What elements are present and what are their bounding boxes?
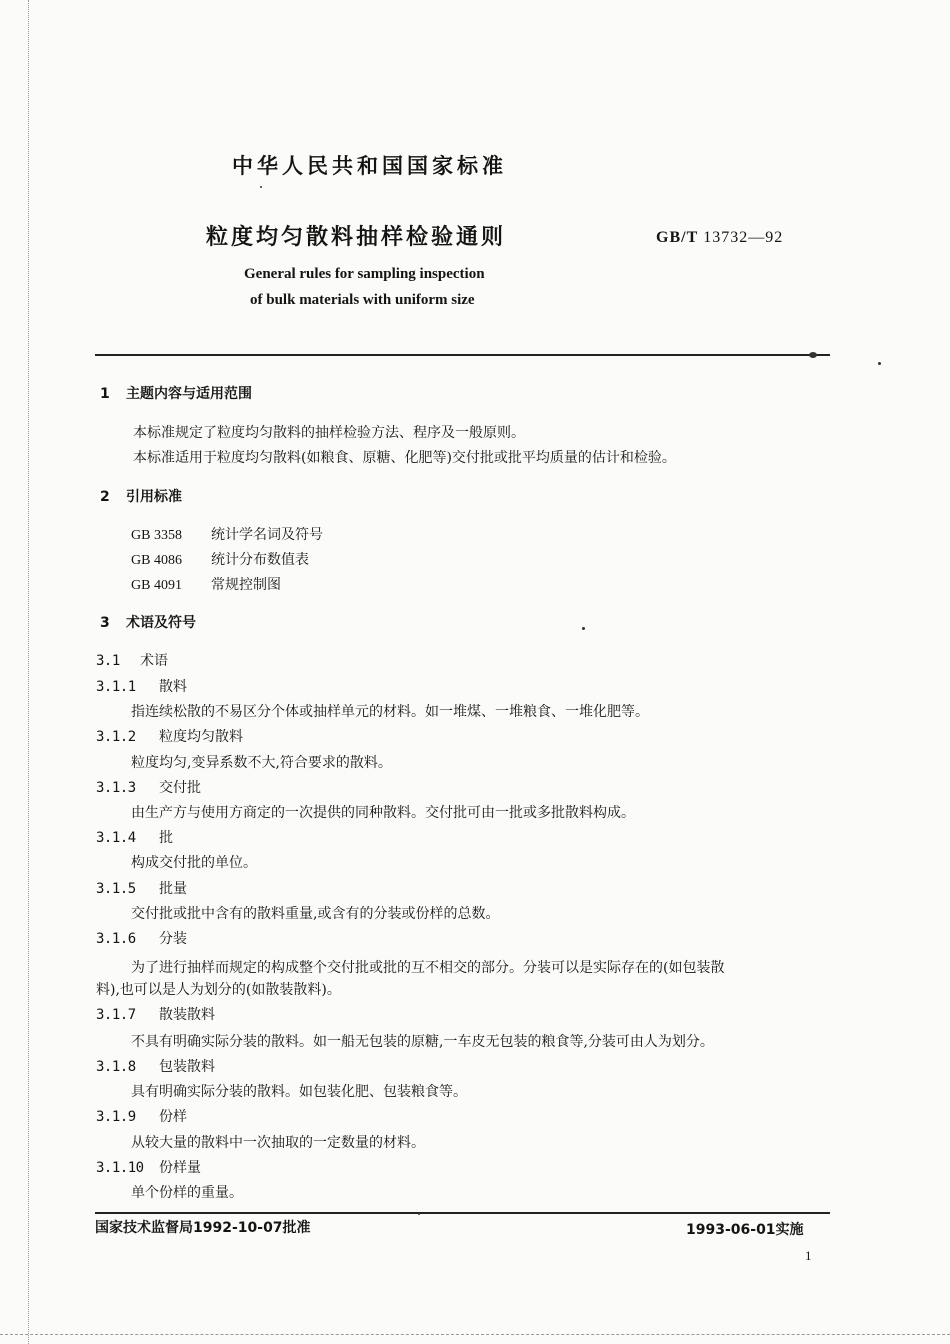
term-definition: 不具有明确实际分装的散料。如一船无包装的原糖,一车皮无包装的粮食等,分装可由人为划分。 (131, 1034, 714, 1050)
term-number: 3.1.5 (96, 881, 136, 897)
reference-code: GB 3358 (131, 528, 182, 543)
section-number: 2 (100, 489, 110, 505)
scan-speck (260, 186, 262, 188)
scan-edge-bottom (0, 1334, 950, 1335)
scan-speck (418, 1213, 420, 1215)
header-rule (95, 354, 830, 356)
term-definition: 指连续松散的不易区分个体或抽样单元的材料。如一堆煤、一堆粮食、一堆化肥等。 (131, 704, 649, 720)
standard-prefix: GB/T (656, 229, 699, 246)
term-heading (96, 1157, 201, 1177)
term-definition: 为了进行抽样而规定的构成整个交付批或批的互不相交的部分。分装可以是实际存在的(如包装散 (131, 960, 725, 976)
page-number: 1 (805, 1248, 812, 1263)
document-title-en-line2: of bulk materials with uniform size (250, 292, 475, 308)
section-number: 1 (100, 386, 110, 402)
term-name: 份样量 (159, 1160, 201, 1176)
term-definition: 构成交付批的单位。 (131, 855, 257, 871)
reference-code: GB 4091 (131, 578, 182, 593)
term-name: 包装散料 (159, 1059, 215, 1075)
standard-organization: 中华人民共和国国家标准 (232, 154, 507, 178)
reference-item (131, 524, 323, 544)
reference-code: GB 4086 (131, 553, 182, 568)
approval-date: 国家技术监督局1992-10-07批准 (95, 1220, 311, 1236)
term-definition: 从较大量的散料中一次抽取的一定数量的材料。 (131, 1135, 425, 1151)
term-number: 3.1.9 (96, 1109, 136, 1125)
term-name: 粒度均匀散料 (159, 729, 243, 745)
term-name: 交付批 (159, 780, 201, 796)
term-definition: 单个份样的重量。 (131, 1185, 243, 1201)
term-number: 3.1.8 (96, 1059, 136, 1075)
term-heading (96, 827, 173, 847)
document-title-zh: 粒度均匀散料抽样检验通则 (206, 225, 507, 250)
term-definition: 由生产方与使用方商定的一次提供的同种散料。交付批可由一批或多批散料构成。 (131, 805, 635, 821)
term-name: 散料 (159, 679, 187, 695)
term-definition: 具有明确实际分装的散料。如包装化肥、包装粮食等。 (131, 1084, 467, 1100)
standard-code: 13732—92 (703, 229, 784, 246)
scan-speck (878, 362, 881, 365)
section-number: 3 (100, 615, 110, 631)
term-heading (96, 1106, 187, 1126)
term-number: 3.1.6 (96, 931, 136, 947)
term-number: 3.1.1 (96, 679, 136, 695)
reference-item (131, 549, 309, 569)
effective-date: 1993-06-01实施 (686, 1222, 804, 1238)
term-definition-continued: 料),也可以是人为划分的(如散装散料)。 (96, 982, 341, 998)
scan-edge-left (28, 0, 29, 1344)
reference-item (131, 574, 281, 594)
section-title: 主题内容与适用范围 (126, 386, 252, 402)
term-number: 3.1.10 (96, 1160, 144, 1176)
term-heading (96, 928, 187, 948)
section-2-heading (100, 486, 182, 506)
term-name: 份样 (159, 1109, 187, 1125)
term-number: 3.1.7 (96, 1007, 136, 1023)
term-heading (96, 676, 187, 696)
scan-speck (582, 627, 585, 630)
standard-number (656, 229, 783, 247)
subsection-title: 术语 (140, 653, 168, 669)
term-definition: 粒度均匀,变异系数不大,符合要求的散料。 (131, 755, 392, 771)
term-name: 批量 (159, 881, 187, 897)
term-heading (96, 1056, 215, 1076)
term-heading (96, 878, 187, 898)
section-1-paragraph-1: 本标准规定了粒度均匀散料的抽样检验方法、程序及一般原则。 (133, 425, 525, 441)
footer-rule (95, 1212, 830, 1214)
reference-name: 统计学名词及符号 (211, 527, 323, 543)
reference-name: 常规控制图 (211, 577, 281, 593)
term-name: 分装 (159, 931, 187, 947)
term-number: 3.1.3 (96, 780, 136, 796)
term-heading (96, 777, 201, 797)
reference-name: 统计分布数值表 (211, 552, 309, 568)
section-3-heading (100, 612, 196, 632)
rule-mark (809, 352, 817, 358)
term-definition: 交付批或批中含有的散料重量,或含有的分装或份样的总数。 (131, 906, 500, 922)
term-name: 批 (159, 830, 173, 846)
term-number: 3.1.2 (96, 729, 136, 745)
term-heading (96, 1004, 215, 1024)
section-title: 引用标准 (126, 489, 182, 505)
subsection-number: 3.1 (96, 653, 120, 669)
document-title-en-line1: General rules for sampling inspection (244, 266, 485, 282)
section-title: 术语及符号 (126, 615, 196, 631)
term-heading (96, 726, 243, 746)
section-1-heading (100, 383, 252, 403)
term-number: 3.1.4 (96, 830, 136, 846)
subsection-3-1-heading (96, 650, 168, 670)
section-1-paragraph-2: 本标准适用于粒度均匀散料(如粮食、原糖、化肥等)交付批或批平均质量的估计和检验。 (133, 450, 676, 466)
term-name: 散装散料 (159, 1007, 215, 1023)
